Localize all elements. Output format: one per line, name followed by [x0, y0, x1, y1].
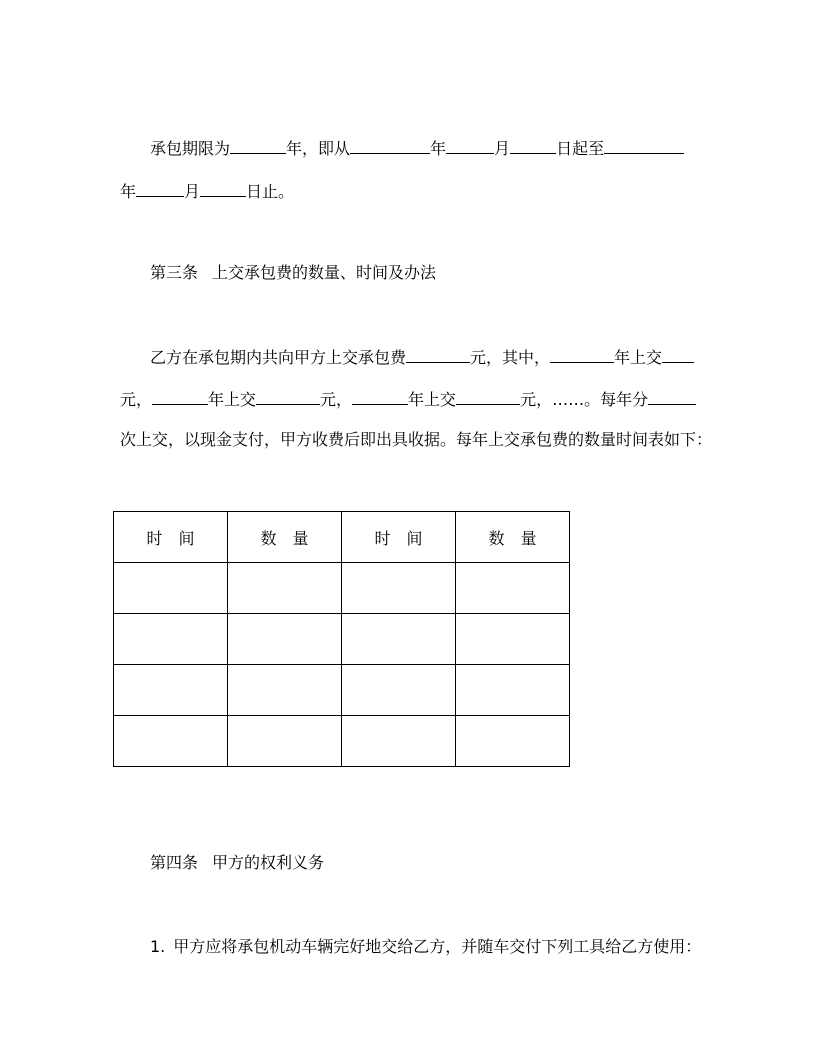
table-row	[114, 563, 570, 614]
end-label: 日止。	[246, 182, 295, 201]
item-text: 甲方应将承包机动车辆完好地交给乙方，并随车交付下列工具给乙方使用：	[173, 937, 702, 956]
year1-blank	[550, 346, 614, 363]
item-1	[150, 937, 701, 957]
amount2-blank	[256, 388, 320, 405]
table-cell	[342, 665, 456, 716]
start-year-blank	[350, 137, 430, 154]
fee-schedule-table	[113, 511, 570, 767]
end-year-blank	[604, 137, 684, 154]
fee-text: 元，……。每年分	[520, 390, 649, 409]
term-text: 年，即从	[286, 139, 351, 158]
installments-blank	[648, 388, 696, 405]
month-label: 月	[494, 139, 511, 158]
total-fee-blank	[406, 346, 470, 363]
fee-text: 元，其中，	[470, 348, 551, 367]
table-cell	[456, 563, 570, 614]
article-title: 上交承包费的数量、时间及办法	[212, 263, 437, 282]
table-row	[114, 614, 570, 665]
article-4-heading	[150, 853, 324, 873]
header-cell: 数 量	[228, 512, 342, 563]
fee-text: 年上交	[208, 390, 257, 409]
term-line-2	[120, 180, 294, 200]
year2-blank	[152, 388, 208, 405]
fee-text: 年上交	[408, 390, 457, 409]
header-cell: 数 量	[456, 512, 570, 563]
table-cell	[342, 563, 456, 614]
article-number: 第三条	[150, 263, 199, 282]
article-title: 甲方的权利义务	[212, 853, 325, 872]
fee-text: 次上交，以现金支付，甲方收费后即出具收据。每年上交承包费的数量时间表如下：	[120, 430, 713, 449]
table-row	[114, 716, 570, 767]
fee-line-1	[150, 346, 694, 366]
table-cell	[342, 614, 456, 665]
term-line-1	[150, 137, 684, 157]
term-prefix: 承包期限为	[150, 139, 231, 158]
table-cell	[228, 614, 342, 665]
table-cell	[228, 665, 342, 716]
table-cell	[228, 716, 342, 767]
table-cell	[342, 716, 456, 767]
table-row	[114, 665, 570, 716]
year-label: 年	[430, 139, 447, 158]
item-number: 1.	[150, 937, 166, 956]
end-month-blank	[136, 180, 184, 197]
fee-text: 年上交	[614, 348, 663, 367]
article-3-heading	[150, 263, 436, 283]
table-cell	[456, 665, 570, 716]
fee-line-3	[120, 430, 712, 450]
start-day-blank	[510, 137, 556, 154]
month-label: 月	[184, 182, 201, 201]
amount3-blank	[456, 388, 520, 405]
fee-text: 乙方在承包期内共向甲方上交承包费	[150, 348, 407, 367]
table-cell	[456, 614, 570, 665]
end-day-blank	[200, 180, 246, 197]
table-cell	[456, 716, 570, 767]
fee-text: 元，	[320, 390, 353, 409]
fee-text: 元，	[120, 390, 153, 409]
article-number: 第四条	[150, 853, 199, 872]
table-cell	[114, 665, 228, 716]
table-cell	[228, 563, 342, 614]
table-header-row	[114, 512, 570, 563]
table-cell	[114, 716, 228, 767]
day-label: 日起至	[556, 139, 605, 158]
table-cell	[114, 563, 228, 614]
year3-blank	[352, 388, 408, 405]
amount1-blank	[662, 346, 694, 363]
years-blank	[230, 137, 286, 154]
year-label: 年	[120, 182, 137, 201]
header-cell: 时 间	[342, 512, 456, 563]
start-month-blank	[446, 137, 494, 154]
fee-line-2	[120, 388, 696, 408]
table-cell	[114, 614, 228, 665]
header-cell: 时 间	[114, 512, 228, 563]
